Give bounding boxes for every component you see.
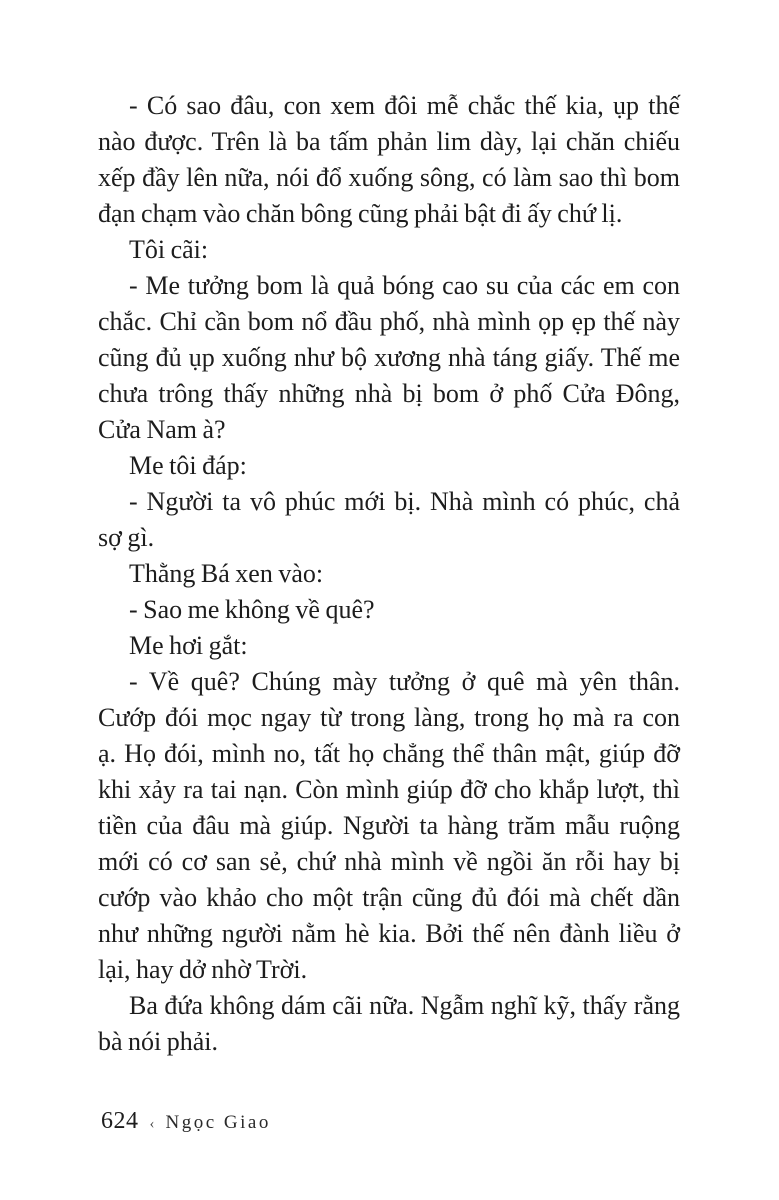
text-line: - Me tưởng bom là quả bóng cao su của các em con <box>129 271 680 300</box>
page-footer <box>101 1108 271 1135</box>
text-line: chắc. Chỉ cần bom nổ đầu phố, nhà mình ọp ẹp thế này <box>98 307 680 336</box>
paragraph <box>98 556 680 592</box>
text-line: Me tôi đáp: <box>129 451 247 480</box>
text-line: khi xảy ra tai nạn. Còn mình giúp đỡ cho khắp lượt, thì <box>98 775 680 804</box>
paragraph <box>98 988 680 1060</box>
text-line: - Người ta vô phúc mới bị. Nhà mình có phúc, chả <box>129 487 680 516</box>
text-line: tiền của đâu mà giúp. Người ta hàng trăm mẫu ruộng <box>98 811 680 840</box>
text-line: xếp đầy lên nữa, nói đổ xuống sông, có làm sao thì bom <box>98 163 680 192</box>
text-line: đạn chạm vào chăn bông cũng phải bật đi ấy chứ lị. <box>98 199 623 228</box>
text-line: chưa trông thấy những nhà bị bom ở phố Cửa Đông, <box>98 379 680 408</box>
paragraph <box>98 484 680 556</box>
paragraph <box>98 448 680 484</box>
page-number: 624 <box>101 1108 139 1134</box>
text-line: Ba đứa không dám cãi nữa. Ngẫm nghĩ kỹ, thấy rằng <box>129 991 680 1020</box>
text-line: bà nói phải. <box>98 1027 219 1056</box>
text-line: cướp vào khảo cho một trận cũng đủ đói mà chết dần <box>98 883 680 912</box>
text-line: - Có sao đâu, con xem đôi mễ chắc thế kia, ụp thế <box>129 91 680 120</box>
paragraph <box>98 628 680 664</box>
text-line: Cướp đói mọc ngay từ trong làng, trong họ mà ra con <box>98 703 680 732</box>
text-line: lại, hay dở nhờ Trời. <box>98 955 308 984</box>
text-line: cũng đủ ụp xuống như bộ xương nhà táng giấy. Thế me <box>98 343 680 372</box>
text-line: - Về quê? Chúng mày tưởng ở quê mà yên thân. <box>129 667 680 696</box>
paragraph <box>98 88 680 232</box>
text-line: Thằng Bá xen vào: <box>129 559 324 588</box>
text-line: nào được. Trên là ba tấm phản lim dày, lại chăn chiếu <box>98 127 680 156</box>
text-line: - Sao me không về quê? <box>129 595 375 624</box>
text-line: mới có cơ san sẻ, chứ nhà mình về ngồi ăn rỗi hay bị <box>98 847 680 876</box>
text-line: Tôi cãi: <box>129 235 209 264</box>
paragraph <box>98 664 680 988</box>
body-text <box>98 88 680 1060</box>
text-line: Cửa Nam à? <box>98 415 226 444</box>
footer-separator-icon: ‹ <box>149 1116 155 1132</box>
paragraph <box>98 232 680 268</box>
paragraph <box>98 268 680 448</box>
paragraph <box>98 592 680 628</box>
running-head-author: Ngọc Giao <box>165 1112 271 1133</box>
text-line: ạ. Họ đói, mình no, tất họ chẳng thể thân mật, giúp đỡ <box>98 739 680 768</box>
text-line: Me hơi gắt: <box>129 631 248 660</box>
text-line: sợ gì. <box>98 523 155 552</box>
text-line: như những người nằm hè kia. Bởi thế nên đành liều ở <box>98 919 680 948</box>
